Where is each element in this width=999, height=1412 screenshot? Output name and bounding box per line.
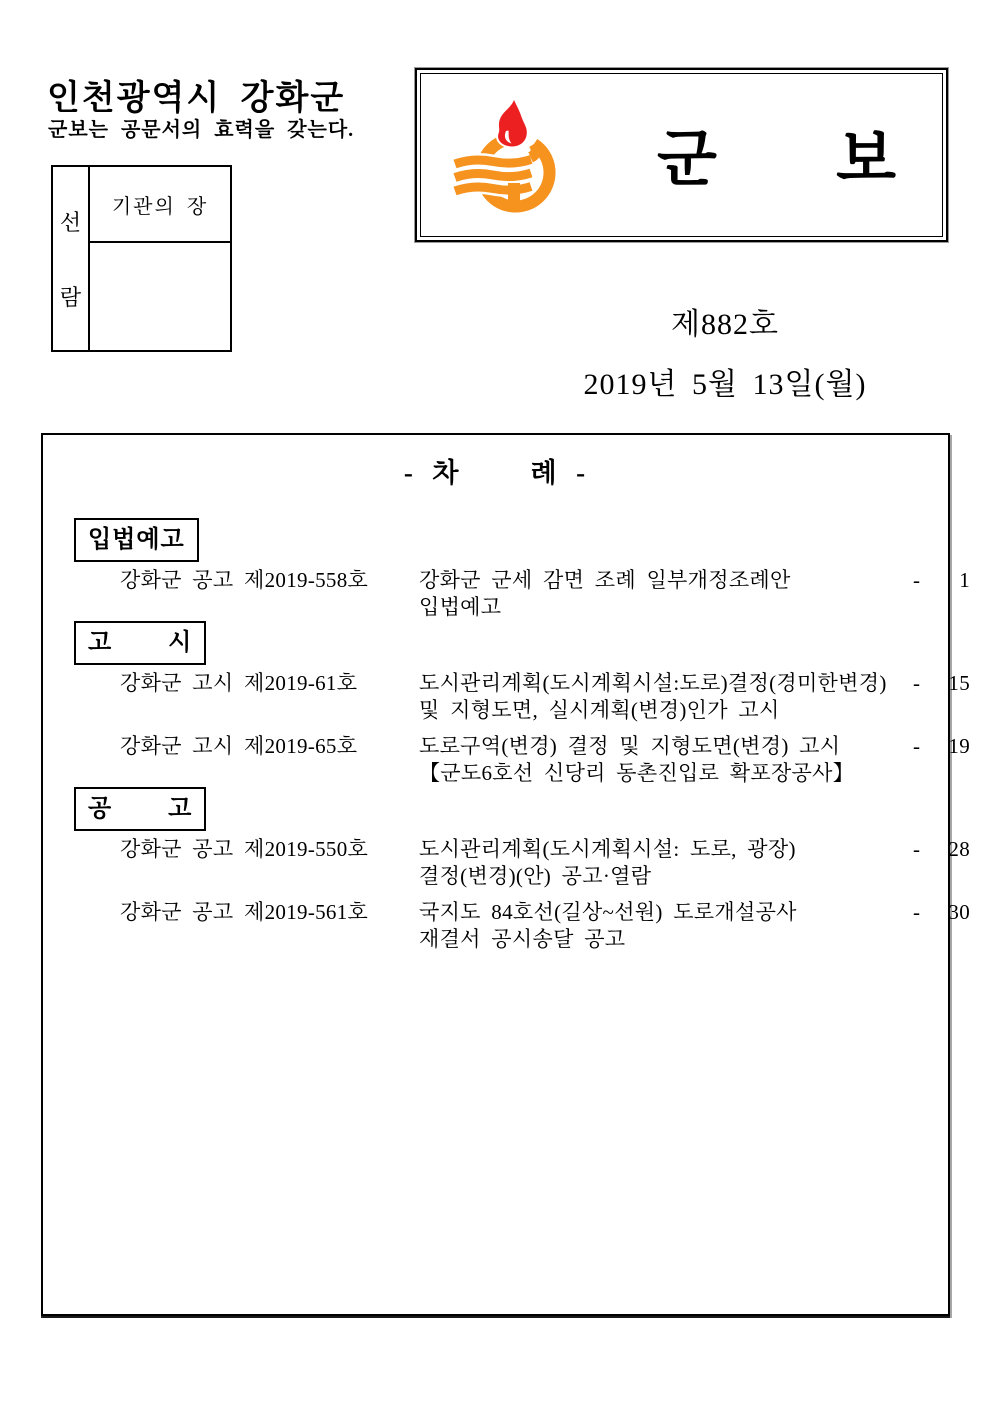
toc-title: - 차 례 - <box>403 458 588 488</box>
toc-section <box>74 518 970 621</box>
masthead-inner-frame <box>420 73 943 237</box>
entry-page-dash: - <box>913 671 921 695</box>
toc-entry <box>74 567 970 621</box>
issue-number: 제882호 <box>671 308 779 341</box>
entry-document-number: 강화군 공고 제2019-550호 <box>120 837 369 861</box>
toc-section-label: 고 시 <box>74 621 206 665</box>
entry-page <box>913 733 970 760</box>
entry-page-number: 30 <box>948 900 970 924</box>
stamp-side-label <box>53 167 90 350</box>
approval-stamp-table <box>51 165 232 352</box>
masthead-title-char-1: 군 <box>657 125 717 194</box>
stamp-header-cell: 기관의 장 <box>90 167 230 243</box>
toc-section-label: 입법예고 <box>74 518 199 562</box>
toc-box <box>41 433 970 1316</box>
entry-title-line: 및 지형도면, 실시계획(변경)인가 고시 <box>419 698 780 722</box>
entry-page <box>913 899 970 926</box>
toc-section <box>74 787 970 953</box>
toc-entry <box>74 899 970 953</box>
toc-section <box>74 621 970 787</box>
entry-title-line: 결정(변경)(안) 공고·열람 <box>419 864 652 888</box>
stamp-side-char-1: 선 <box>59 209 82 235</box>
entry-title <box>419 567 913 621</box>
toc-entry <box>74 733 970 787</box>
masthead-box <box>415 68 948 242</box>
issue-block <box>565 299 885 403</box>
entry-title-line: 재결서 공시송달 공고 <box>419 927 626 951</box>
entry-title-line: 입법예고 <box>419 595 502 619</box>
entry-title-line: 강화군 군세 감면 조례 일부개정조례안 <box>419 568 791 592</box>
stamp-side-char-2: 람 <box>59 284 82 310</box>
issue-date: 2019년 5월 13일(월) <box>583 368 867 401</box>
entry-page-dash: - <box>913 568 921 592</box>
entry-page <box>913 670 970 697</box>
entry-page-number: 15 <box>948 671 970 695</box>
entry-page <box>913 567 970 594</box>
entry-document-number: 강화군 공고 제2019-558호 <box>120 568 369 592</box>
toc-sections <box>43 518 970 953</box>
entry-page-dash: - <box>913 734 921 758</box>
entry-title <box>419 836 913 890</box>
entry-title <box>419 899 913 953</box>
entry-title-line: 도시관리계획(도시계획시설: 도로, 광장) <box>419 837 796 861</box>
toc-entry <box>74 670 970 724</box>
entry-title <box>419 733 913 787</box>
entry-title-line: 국지도 84호선(길상~선원) 도로개설공사 <box>419 900 797 924</box>
toc-section-label: 공 고 <box>74 787 206 831</box>
entry-page-number: 19 <box>948 734 970 758</box>
entry-title-line: 도시관리계획(도시계획시설:도로)결정(경미한변경) <box>419 671 887 695</box>
county-emblem-logo <box>440 90 580 230</box>
page-title: 인천광역시 강화군 <box>47 79 346 117</box>
entry-page <box>913 836 970 863</box>
entry-title <box>419 670 913 724</box>
org-subtitle: 군보는 공문서의 효력을 갖는다. <box>48 119 355 141</box>
masthead-title <box>657 125 896 194</box>
entry-page-number: 28 <box>948 837 970 861</box>
entry-page-dash: - <box>913 837 921 861</box>
entry-page-number: 1 <box>959 568 970 592</box>
toc-entry <box>74 836 970 890</box>
masthead-title-char-2: 보 <box>836 125 896 194</box>
entry-document-number: 강화군 공고 제2019-561호 <box>120 900 369 924</box>
entry-document-number: 강화군 고시 제2019-61호 <box>120 671 358 695</box>
entry-title-line: 【군도6호선 신당리 동촌진입로 확포장공사】 <box>419 761 855 785</box>
entry-page-dash: - <box>913 900 921 924</box>
stamp-signature-cell <box>90 243 230 350</box>
entry-document-number: 강화군 고시 제2019-65호 <box>120 734 358 758</box>
entry-title-line: 도로구역(변경) 결정 및 지형도면(변경) 고시 <box>419 734 841 758</box>
stamp-main-column <box>90 167 230 350</box>
